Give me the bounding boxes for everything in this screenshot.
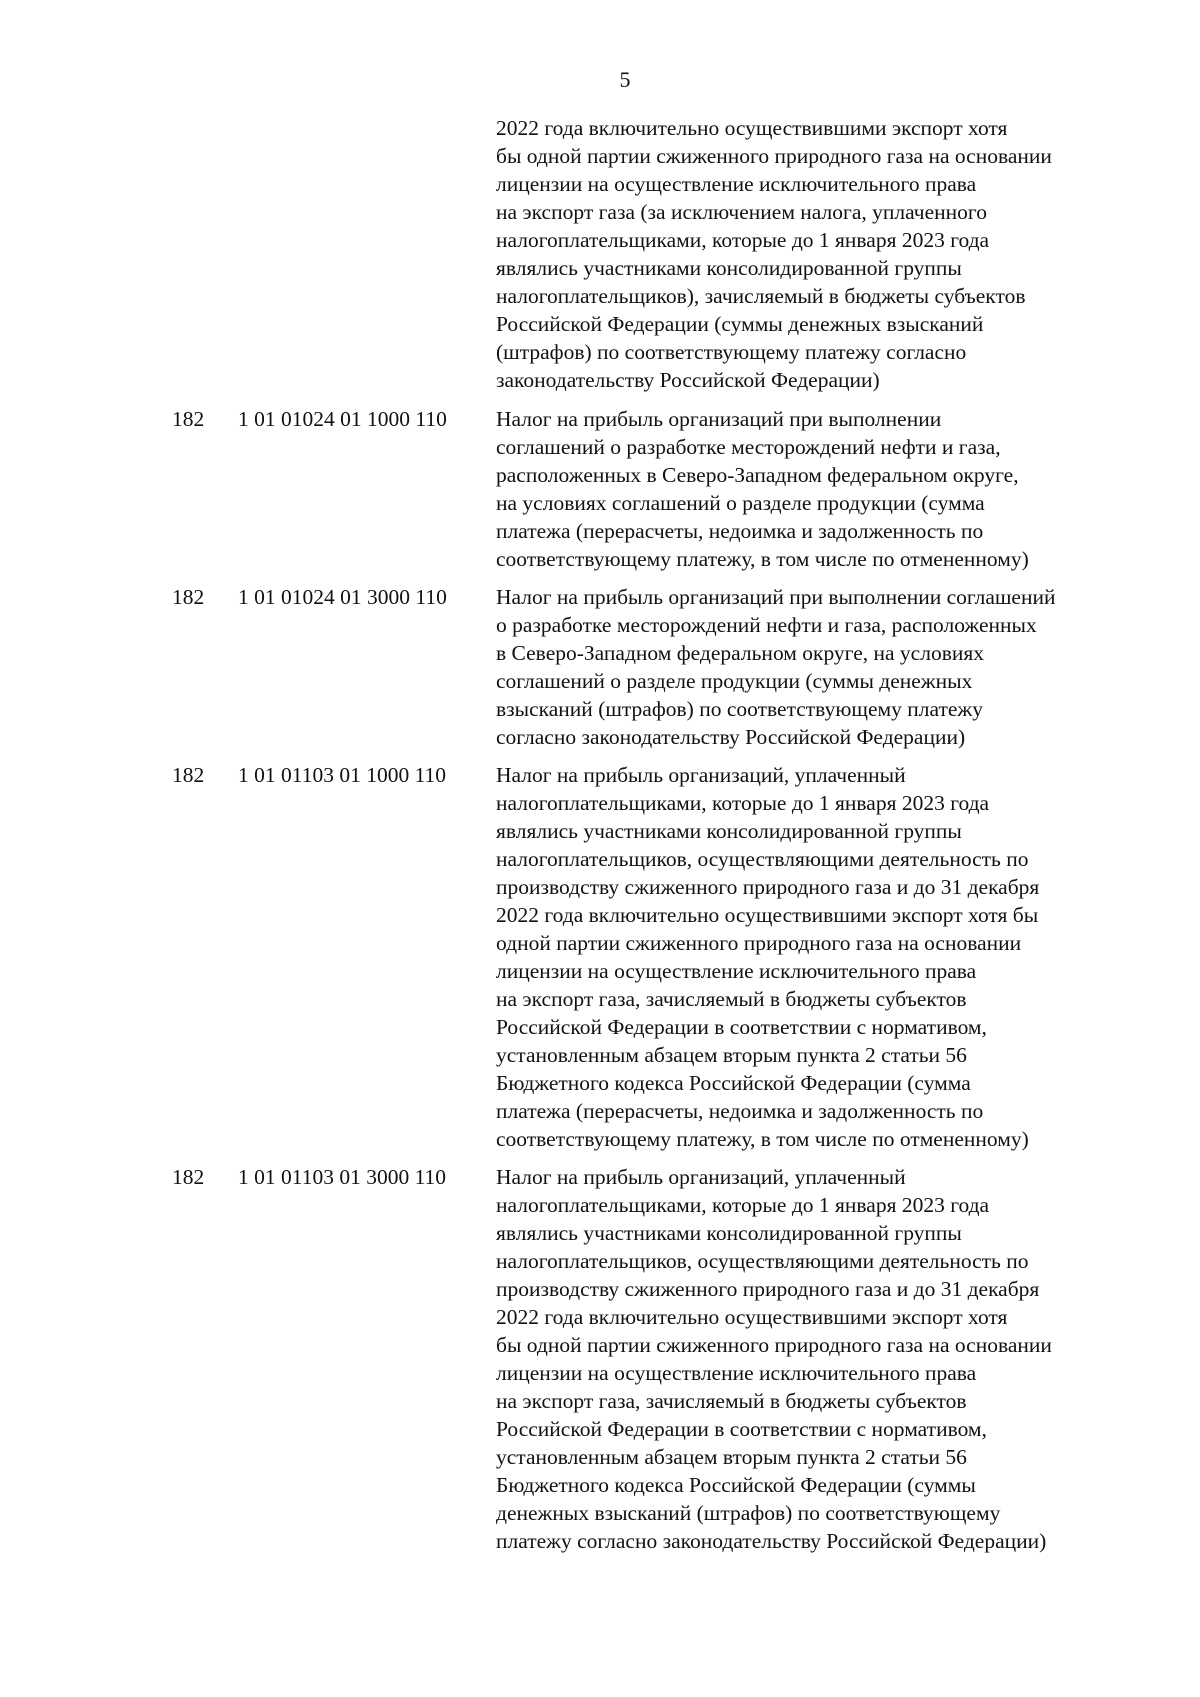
text-line: Налог на прибыль организаций, уплаченный: [496, 1165, 906, 1189]
text-line: установленным абзацем вторым пункта 2 статьи 56: [496, 1445, 967, 1469]
kbk-entries-table: [0, 405, 1200, 1565]
admin-code: 182: [172, 407, 205, 431]
text-line: бы одной партии сжиженного природного газа на основании: [496, 144, 1052, 168]
table-row: [0, 1163, 1200, 1555]
admin-code: 182: [172, 585, 205, 609]
text-line: Налог на прибыль организаций при выполнении: [496, 407, 942, 431]
text-line: лицензии на осуществление исключительного права: [496, 172, 977, 196]
text-line: являлись участниками консолидированной группы: [496, 256, 962, 280]
table-row: [0, 405, 1200, 573]
text-line: взысканий (штрафов) по соответствующему платежу: [496, 697, 983, 721]
text-line: соглашений о разделе продукции (суммы денежных: [496, 669, 973, 693]
text-line: 2022 года включительно осуществившими экспорт хотя: [496, 1305, 1008, 1329]
table-row: [0, 583, 1200, 751]
text-line: расположенных в Северо-Западном федеральном округе,: [496, 463, 1019, 487]
kbk-code: 1 01 01024 01 1000 110: [238, 407, 447, 431]
text-line: бы одной партии сжиженного природного газа на основании: [496, 1333, 1052, 1357]
kbk-code: 1 01 01103 01 1000 110: [238, 763, 447, 787]
text-line: на экспорт газа (за исключением налога, уплаченного: [496, 200, 987, 224]
text-line: налогоплательщиков, осуществляющими деятельность по: [496, 847, 1029, 871]
kbk-code: 1 01 01024 01 3000 110: [238, 585, 447, 609]
text-line: налогоплательщиков), зачисляемый в бюджеты субъектов: [496, 284, 1026, 308]
continuation-text: [496, 114, 1136, 394]
text-line: производству сжиженного природного газа и до 31 декабря: [496, 1277, 1040, 1301]
text-line: налогоплательщиками, которые до 1 января 2023 года: [496, 791, 990, 815]
text-line: 2022 года включительно осуществившими экспорт хотя бы: [496, 903, 1039, 927]
text-line: Бюджетного кодекса Российской Федерации (суммы: [496, 1473, 976, 1497]
text-line: платежа (перерасчеты, недоимка и задолженность по: [496, 1099, 984, 1123]
entry-description: [496, 1163, 1136, 1555]
text-line: лицензии на осуществление исключительного права: [496, 1361, 977, 1385]
page-number: 5: [619, 67, 631, 92]
text-line: на экспорт газа, зачисляемый в бюджеты субъектов: [496, 1389, 967, 1413]
text-line: Налог на прибыль организаций, уплаченный: [496, 763, 906, 787]
text-line: платежа (перерасчеты, недоимка и задолженность по: [496, 519, 984, 543]
text-line: одной партии сжиженного природного газа на основании: [496, 931, 1022, 955]
text-line: лицензии на осуществление исключительного права: [496, 959, 977, 983]
text-line: соответствующему платежу, в том числе по отмененному): [496, 1127, 1029, 1151]
text-line: Бюджетного кодекса Российской Федерации (сумма: [496, 1071, 971, 1095]
text-line: производству сжиженного природного газа и до 31 декабря: [496, 875, 1040, 899]
admin-code: 182: [172, 763, 205, 787]
entry-description: [496, 583, 1136, 751]
kbk-code: 1 01 01103 01 3000 110: [238, 1165, 447, 1189]
text-line: платежу согласно законодательству Российской Федерации): [496, 1529, 1047, 1553]
text-line: Российской Федерации в соответствии с нормативом,: [496, 1015, 987, 1039]
text-line: о разработке месторождений нефти и газа, расположенных: [496, 613, 1037, 637]
text-line: налогоплательщиками, которые до 1 января 2023 года: [496, 1193, 990, 1217]
text-line: на экспорт газа, зачисляемый в бюджеты субъектов: [496, 987, 967, 1011]
text-line: Российской Федерации (суммы денежных взысканий: [496, 312, 984, 336]
entry-description: [496, 405, 1136, 573]
text-line: законодательству Российской Федерации): [496, 368, 880, 392]
text-line: согласно законодательству Российской Федерации): [496, 725, 966, 749]
entry-description: [496, 761, 1136, 1153]
text-line: налогоплательщиками, которые до 1 января 2023 года: [496, 228, 990, 252]
text-line: соответствующему платежу, в том числе по отмененному): [496, 547, 1029, 571]
table-row: [0, 761, 1200, 1153]
text-line: на условиях соглашений о разделе продукции (сумма: [496, 491, 985, 515]
text-line: (штрафов) по соответствующему платежу согласно: [496, 340, 967, 364]
text-line: в Северо-Западном федеральном округе, на условиях: [496, 641, 984, 665]
text-line: денежных взысканий (штрафов) по соответствующему: [496, 1501, 1001, 1525]
admin-code: 182: [172, 1165, 205, 1189]
text-line: 2022 года включительно осуществившими экспорт хотя: [496, 116, 1008, 140]
text-line: являлись участниками консолидированной группы: [496, 819, 962, 843]
text-line: являлись участниками консолидированной группы: [496, 1221, 962, 1245]
text-line: Налог на прибыль организаций при выполнении соглашений: [496, 585, 1056, 609]
text-line: Российской Федерации в соответствии с нормативом,: [496, 1417, 987, 1441]
text-line: установленным абзацем вторым пункта 2 статьи 56: [496, 1043, 967, 1067]
text-line: налогоплательщиков, осуществляющими деятельность по: [496, 1249, 1029, 1273]
text-line: соглашений о разработке месторождений нефти и газа,: [496, 435, 1001, 459]
